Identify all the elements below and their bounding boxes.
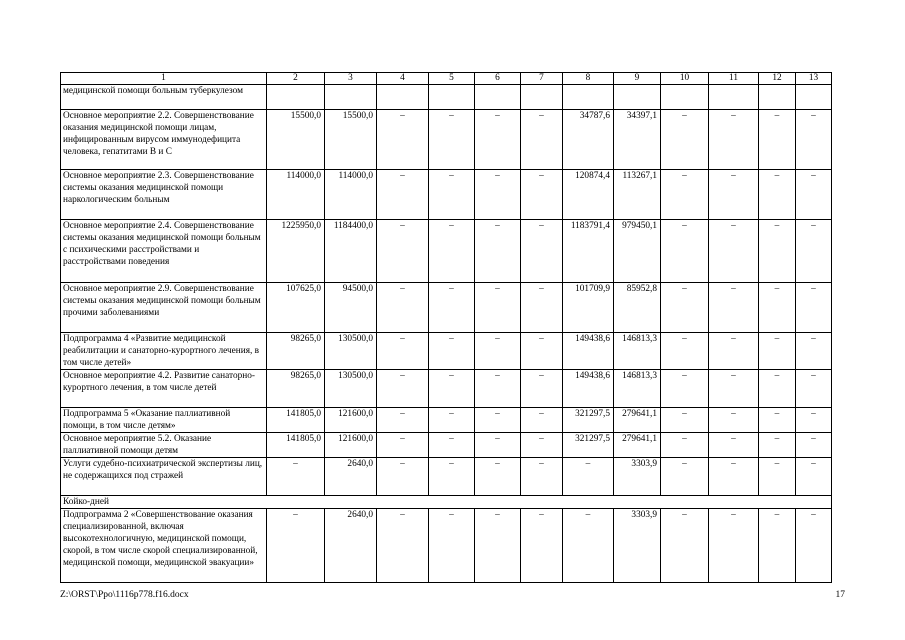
table-cell: 15500,0: [267, 110, 325, 170]
row-label: Подпрограмма 2 «Совершенствование оказания специализированной, включая высокотехнологичную, медицинской помощи, скорой, в том числе скорой специализированной, медицинской помощи, медицинской эвакуации»: [61, 509, 267, 583]
table-cell: –: [796, 458, 832, 496]
table-cell: [475, 85, 521, 110]
table-cell: –: [377, 433, 429, 458]
table-cell: –: [709, 408, 759, 433]
table-cell: –: [429, 458, 475, 496]
table-cell: 3303,9: [614, 458, 661, 496]
table-cell: 98265,0: [267, 370, 325, 408]
column-header: 6: [475, 73, 521, 85]
table-cell: –: [377, 509, 429, 583]
table-cell: 121600,0: [325, 408, 377, 433]
table-cell: –: [521, 458, 563, 496]
column-header: 10: [661, 73, 709, 85]
table-cell: 149438,6: [563, 333, 614, 370]
table-cell: –: [521, 333, 563, 370]
column-header: 3: [325, 73, 377, 85]
table-cell: –: [796, 370, 832, 408]
table-cell: –: [759, 408, 796, 433]
table-cell: 321297,5: [563, 433, 614, 458]
column-header: 4: [377, 73, 429, 85]
table-cell: –: [429, 283, 475, 333]
table-cell: –: [521, 110, 563, 170]
table-cell: –: [759, 333, 796, 370]
table-cell: 114000,0: [267, 170, 325, 220]
table-cell: –: [377, 110, 429, 170]
row-label: Основное мероприятие 2.2. Совершенствование оказания медицинской помощи лицам, инфицированным вирусом иммунодефицита человека, гепатитами B и C: [61, 110, 267, 170]
section-label: Койко-дней: [61, 496, 832, 509]
header-row: [61, 73, 832, 85]
table-cell: 34787,6: [563, 110, 614, 170]
table-cell: –: [267, 509, 325, 583]
table-cell: 146813,3: [614, 370, 661, 408]
table-cell: [267, 85, 325, 110]
table-cell: –: [661, 408, 709, 433]
table-cell: –: [709, 170, 759, 220]
table-cell: 279641,1: [614, 433, 661, 458]
table-cell: 120874,4: [563, 170, 614, 220]
table-cell: –: [759, 458, 796, 496]
table-cell: –: [661, 333, 709, 370]
table-cell: 34397,1: [614, 110, 661, 170]
table-cell: 113267,1: [614, 170, 661, 220]
table-cell: –: [661, 283, 709, 333]
table-cell: 141805,0: [267, 433, 325, 458]
table-cell: –: [796, 220, 832, 283]
table-cell: –: [661, 458, 709, 496]
table-cell: –: [759, 433, 796, 458]
table-cell: –: [796, 333, 832, 370]
table-cell: 15500,0: [325, 110, 377, 170]
table-cell: –: [429, 110, 475, 170]
table-cell: 94500,0: [325, 283, 377, 333]
column-header: 7: [521, 73, 563, 85]
table-cell: –: [563, 458, 614, 496]
table-cell: [325, 85, 377, 110]
table-cell: –: [475, 283, 521, 333]
row-label: Основное мероприятие 2.9. Совершенствование системы оказания медицинской помощи больным прочими заболеваниями: [61, 283, 267, 333]
page-footer: [60, 590, 845, 600]
table-cell: –: [709, 458, 759, 496]
column-header: 11: [709, 73, 759, 85]
column-header: 13: [796, 73, 832, 85]
page-number: 17: [835, 590, 845, 600]
table-cell: –: [796, 110, 832, 170]
row-label: Основное мероприятие 2.4. Совершенствование системы оказания медицинской помощи больным с психическими расстройствами и расстройствами поведения: [61, 220, 267, 283]
table-cell: –: [267, 458, 325, 496]
table-cell: –: [759, 283, 796, 333]
table-cell: –: [521, 220, 563, 283]
table-cell: –: [521, 408, 563, 433]
table-cell: 1225950,0: [267, 220, 325, 283]
table-cell: 3303,9: [614, 509, 661, 583]
table-cell: –: [377, 170, 429, 220]
table-row: [61, 458, 832, 496]
table-cell: 2640,0: [325, 509, 377, 583]
table-cell: [614, 85, 661, 110]
table-cell: –: [475, 333, 521, 370]
table-cell: –: [709, 333, 759, 370]
table-cell: –: [429, 408, 475, 433]
table-row: [61, 110, 832, 170]
table-cell: [796, 85, 832, 110]
table-cell: –: [377, 370, 429, 408]
table-cell: 321297,5: [563, 408, 614, 433]
table-cell: [429, 85, 475, 110]
table-cell: 101709,9: [563, 283, 614, 333]
table-cell: –: [429, 370, 475, 408]
table-cell: –: [475, 170, 521, 220]
file-path: Z:\ORST\Ppo\1116p778.f16.docx: [60, 590, 189, 600]
table-cell: –: [661, 170, 709, 220]
table-cell: [377, 85, 429, 110]
table-cell: –: [709, 509, 759, 583]
table-cell: –: [475, 433, 521, 458]
table-cell: 141805,0: [267, 408, 325, 433]
table-cell: –: [759, 170, 796, 220]
table-cell: –: [377, 333, 429, 370]
table-row: [61, 433, 832, 458]
table-cell: –: [709, 433, 759, 458]
table-cell: [661, 85, 709, 110]
column-header: 9: [614, 73, 661, 85]
row-label: Услуги судебно-психиатрической экспертизы лиц, не содержащихся под стражей: [61, 458, 267, 496]
table-row: [61, 170, 832, 220]
table-cell: 121600,0: [325, 433, 377, 458]
table-cell: [759, 85, 796, 110]
table-cell: –: [796, 509, 832, 583]
table-cell: –: [661, 433, 709, 458]
table-cell: –: [377, 220, 429, 283]
table-row: [61, 85, 832, 110]
table-cell: 130500,0: [325, 333, 377, 370]
table-cell: 279641,1: [614, 408, 661, 433]
table-cell: –: [521, 509, 563, 583]
table-cell: –: [796, 408, 832, 433]
table-cell: –: [475, 458, 521, 496]
table-cell: 98265,0: [267, 333, 325, 370]
table-cell: –: [377, 458, 429, 496]
table-cell: –: [521, 370, 563, 408]
section-row: [61, 496, 832, 509]
table-cell: –: [377, 283, 429, 333]
table-row: [61, 408, 832, 433]
table-cell: 149438,6: [563, 370, 614, 408]
table-cell: –: [709, 110, 759, 170]
table-cell: –: [475, 220, 521, 283]
table-cell: –: [709, 370, 759, 408]
row-label: Основное мероприятие 5.2. Оказание паллиативной помощи детям: [61, 433, 267, 458]
table-cell: 1183791,4: [563, 220, 614, 283]
table-cell: –: [429, 509, 475, 583]
table-cell: –: [796, 170, 832, 220]
table-cell: 114000,0: [325, 170, 377, 220]
table-cell: [521, 85, 563, 110]
table-cell: –: [475, 110, 521, 170]
table-cell: –: [377, 408, 429, 433]
column-header: 2: [267, 73, 325, 85]
table-cell: –: [521, 170, 563, 220]
table-cell: [709, 85, 759, 110]
table-cell: –: [759, 509, 796, 583]
table-cell: 130500,0: [325, 370, 377, 408]
table-row: [61, 509, 832, 583]
table-cell: –: [429, 433, 475, 458]
column-header: 12: [759, 73, 796, 85]
table-cell: –: [796, 283, 832, 333]
table-cell: –: [661, 370, 709, 408]
table-cell: –: [475, 509, 521, 583]
row-label: медицинской помощи больным туберкулезом: [61, 85, 267, 110]
table-row: [61, 333, 832, 370]
table-cell: –: [709, 283, 759, 333]
table-cell: –: [429, 220, 475, 283]
table-cell: –: [759, 220, 796, 283]
row-label: Подпрограмма 4 «Развитие медицинской реабилитации и санаторно-курортного лечения, в том числе детей»: [61, 333, 267, 370]
table-cell: –: [661, 110, 709, 170]
table-cell: –: [475, 370, 521, 408]
table-cell: –: [429, 333, 475, 370]
table-cell: –: [563, 509, 614, 583]
table-cell: 979450,1: [614, 220, 661, 283]
table-cell: –: [429, 170, 475, 220]
table-cell: –: [661, 220, 709, 283]
table-cell: 1184400,0: [325, 220, 377, 283]
table-cell: 107625,0: [267, 283, 325, 333]
data-table: [60, 72, 832, 583]
table-row: [61, 220, 832, 283]
column-header: 1: [61, 73, 267, 85]
column-header: 8: [563, 73, 614, 85]
table-cell: 146813,3: [614, 333, 661, 370]
table-cell: –: [759, 370, 796, 408]
table-cell: –: [796, 433, 832, 458]
row-label: Основное мероприятие 4.2. Развитие санаторно-курортного лечения, в том числе детей: [61, 370, 267, 408]
table-row: [61, 283, 832, 333]
table-cell: 2640,0: [325, 458, 377, 496]
table-cell: –: [759, 110, 796, 170]
table-cell: –: [661, 509, 709, 583]
table-row: [61, 370, 832, 408]
row-label: Подпрограмма 5 «Оказание паллиативной помощи, в том числе детям»: [61, 408, 267, 433]
table-cell: –: [709, 220, 759, 283]
table-cell: –: [475, 408, 521, 433]
table-cell: [563, 85, 614, 110]
table-cell: –: [521, 283, 563, 333]
table-cell: –: [521, 433, 563, 458]
column-header: 5: [429, 73, 475, 85]
table-cell: 85952,8: [614, 283, 661, 333]
row-label: Основное мероприятие 2.3. Совершенствование системы оказания медицинской помощи наркологическим больным: [61, 170, 267, 220]
